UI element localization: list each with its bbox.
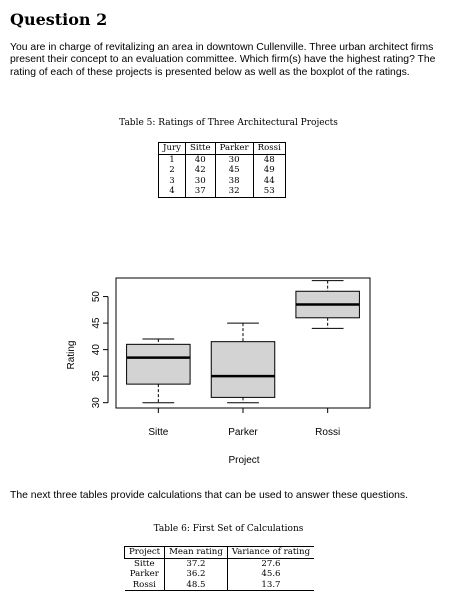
table-cell: 48.5 [165, 580, 228, 591]
table-cell: 36.2 [165, 569, 228, 580]
table-cell: 42 [185, 165, 215, 176]
table-cell: Rossi [125, 580, 165, 591]
table-header-row [159, 143, 286, 155]
table-cell: 4 [159, 186, 186, 197]
x-tick-label: Sitte [148, 427, 169, 438]
ratings-boxplot [0, 262, 457, 472]
table-cell: 45 [215, 165, 253, 176]
table-row [159, 186, 286, 197]
table-cell: Parker [125, 569, 165, 580]
question-title: Question 2 [10, 10, 108, 29]
x-axis-label: Project [228, 455, 260, 466]
table-cell: 37.2 [165, 558, 228, 569]
table-cell: 2 [159, 165, 186, 176]
table-cell: 53 [263, 186, 275, 196]
ratings-table [158, 142, 286, 198]
table-cell: 40 [185, 154, 215, 165]
table-cell: 32 [215, 186, 253, 197]
header-cell: Parker [215, 143, 253, 155]
header-cell: Sitte [185, 143, 215, 155]
table-cell: 3 [159, 176, 186, 187]
table-row [125, 580, 315, 591]
table-cell: Sitte [125, 558, 165, 569]
x-tick-label: Parker [228, 427, 258, 438]
calculations-table [124, 546, 314, 591]
table-row [159, 165, 286, 176]
table-cell: 30 [185, 176, 215, 187]
header-cell: Mean rating [165, 547, 228, 559]
y-tick-label: 30 [91, 397, 102, 409]
y-tick-label: 50 [91, 291, 102, 303]
table-row [125, 558, 315, 569]
header-cell: Project [125, 547, 165, 559]
table-header-row [125, 547, 315, 559]
box-iqr [211, 342, 275, 398]
question-intro: You are in charge of revitalizing an area in downtown Cullenville. Three urban architect firms present their concept to an evaluation committee. Which firm(s) have the highest rating? The rating of each of these projects is presented below as well as the boxplot of the ratings. [10, 42, 436, 78]
table-cell: 44 [263, 175, 275, 186]
table-cell: 27.6 [261, 558, 281, 569]
table6-caption: Table 6: First Set of Calculations [153, 524, 304, 534]
table-row [125, 569, 315, 580]
y-tick-label: 45 [91, 317, 102, 329]
table-cell: 48 [263, 154, 275, 165]
box-iqr [127, 344, 191, 384]
header-cell: Rossi [253, 143, 285, 155]
header-cell: Variance of rating [227, 547, 314, 559]
after-text: The next three tables provide calculations that can be used to answer these questions. [10, 490, 408, 501]
table-cell: 1 [159, 154, 186, 165]
x-tick-label: Rossi [315, 427, 341, 438]
table5-caption: Table 5: Ratings of Three Architectural Projects [119, 118, 338, 128]
table-cell: 30 [215, 154, 253, 165]
table-cell: 37 [185, 186, 215, 197]
header-cell: Jury [159, 143, 186, 155]
table-cell: 13.7 [227, 580, 314, 591]
table-cell: 45.6 [261, 569, 281, 579]
table-cell: 38 [215, 176, 253, 187]
table-row [159, 176, 286, 187]
y-tick-label: 35 [91, 370, 102, 382]
table-cell: 49 [263, 165, 275, 175]
y-tick-label: 40 [91, 344, 102, 356]
table-row [159, 154, 286, 165]
y-axis-label: Rating [66, 340, 77, 370]
